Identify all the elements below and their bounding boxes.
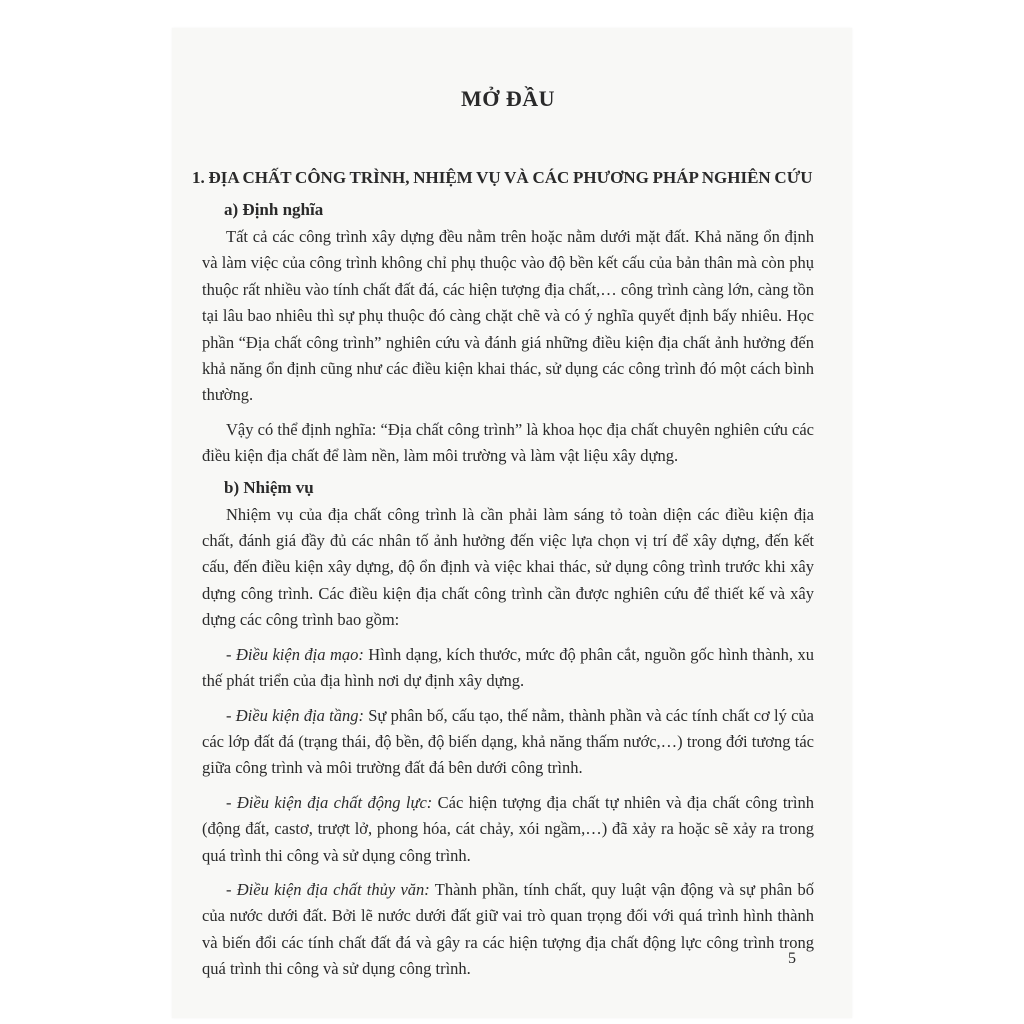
item-text: Thành phần, tính chất, quy luật vận động và sự phân bố của nước dưới đất. Bởi lẽ nước dưới đất giữ vai trò quan trọng đối với quá trình hình thành và biến đổi các tính chất đất đá và gây ra các hiện tượng địa chất động lực công trình trong quá trình thi công và sử dụng công trình. xyxy=(202,879,814,979)
paragraph-definition-summary: Vậy có thể định nghĩa: “Địa chất công trình” là khoa học địa chất chuyên nghiên cứu các điều kiện địa chất để làm nền, làm môi trường và làm vật liệu xây dựng. xyxy=(202,419,814,466)
item-text: Sự phân bố, cấu tạo, thế nằm, thành phần và các tính chất cơ lý của các lớp đất đá (trạng thái, độ bền, độ biến dạng, khả năng thấm nước,…) trong đới tương tác giữa công trình và môi trường đất đá bên dưới công trình. xyxy=(202,705,814,778)
subheading-definition: a) Định nghĩa xyxy=(224,200,324,219)
paragraph-tasks: Nhiệm vụ của địa chất công trình là cần phải làm sáng tỏ toàn diện các điều kiện địa chất, đánh giá đầy đủ các nhân tố ảnh hưởng đến việc lựa chọn vị trí để xây dựng, đến kết cấu, đến điều kiện xây dựng, độ ổn định và việc khai thác, sử dụng công trình trước khi xây dựng công trình. Các điều kiện địa chất công trình cần được nghiên cứu để thiết kế và xây dựng các công trình bao gồm: xyxy=(202,504,814,630)
item-term: - Điều kiện địa tầng: xyxy=(226,705,364,725)
item-geomorphology xyxy=(202,642,814,695)
chapter-title: MỞ ĐẦU xyxy=(460,86,556,111)
item-stratigraphy xyxy=(202,703,814,782)
paragraph-definition: Tất cả các công trình xây dựng đều nằm trên hoặc nằm dưới mặt đất. Khả năng ổn định và làm việc của công trình không chỉ phụ thuộc vào độ bền kết cấu của bản thân mà còn phụ thuộc rất nhiều vào tính chất đất đá, các hiện tượng địa chất,… công trình càng lớn, càng tồn tại lâu bao nhiêu thì sự phụ thuộc đó càng chặt chẽ và có ý nghĩa quyết định bấy nhiêu. Học phần “Địa chất công trình” nghiên cứu và đánh giá những điều kiện địa chất ảnh hưởng đến khả năng ổn định cũng như các điều kiện khai thác, sử dụng các công trình đó một cách bình thường. xyxy=(202,227,814,405)
item-hydrogeology xyxy=(202,877,814,983)
page-number: 5 xyxy=(788,950,796,967)
item-text: Các hiện tượng địa chất tự nhiên và địa chất công trình (động đất, castơ, trượt lở, phong hóa, cát chảy, xói ngầm,…) đã xảy ra hoặc sẽ xảy ra trong quá trình thi công và sử dụng công trình. xyxy=(202,792,814,865)
item-term: - Điều kiện địa mạo: xyxy=(226,644,364,664)
item-term: - Điều kiện địa chất động lực: xyxy=(226,792,433,812)
item-text: Hình dạng, kích thước, mức độ phân cắt, nguồn gốc hình thành, xu thế phát triển của địa hình nơi dự định xây dựng. xyxy=(202,644,815,691)
section-heading: 1. ĐỊA CHẤT CÔNG TRÌNH, NHIỆM VỤ VÀ CÁC PHƯƠNG PHÁP NGHIÊN CỨU xyxy=(192,168,813,187)
page-content xyxy=(192,86,815,991)
item-geodynamics xyxy=(202,790,814,869)
subheading-tasks: b) Nhiệm vụ xyxy=(224,477,314,497)
item-term: - Điều kiện địa chất thủy văn: xyxy=(226,879,430,899)
